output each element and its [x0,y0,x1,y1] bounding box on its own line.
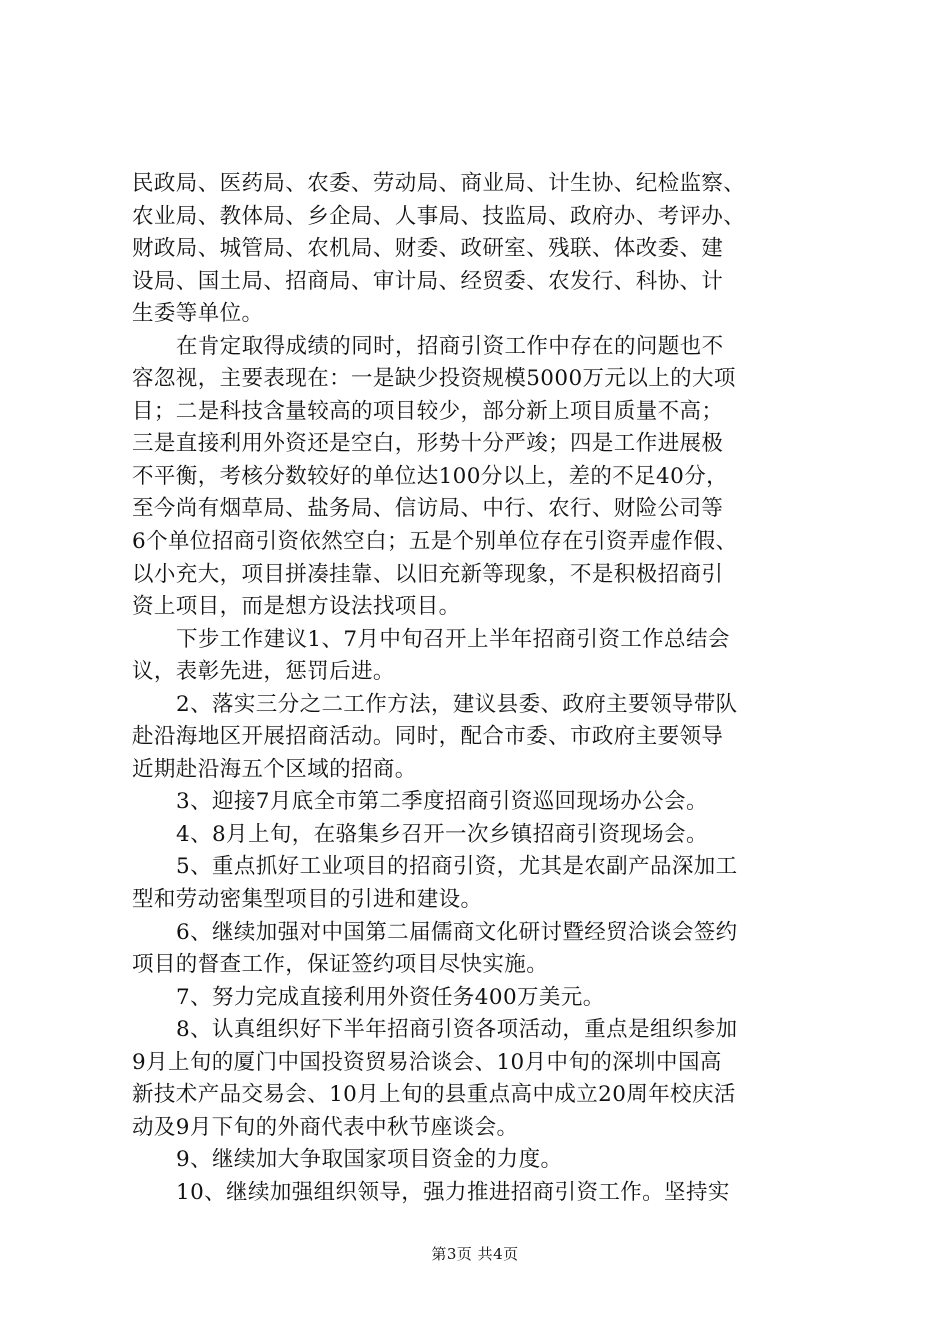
text-line: 6、继续加强对中国第二届儒商文化研讨暨经贸洽谈会签约 [176,919,738,945]
text-line: 下步工作建议1、7月中旬召开上半年招商引资工作总结会 [176,626,730,652]
text-line: 10、继续加强组织领导，强力推进招商引资工作。坚持实 [176,1179,730,1205]
text-line: 赴沿海地区开展招商活动。同时，配合市委、市政府主要领导 [132,724,724,750]
text-line: 以小充大，项目拼凑挂靠、以旧充新等现象，不是积极招商引 [132,561,724,587]
text-line: 目；二是科技含量较高的项目较少，部分新上项目质量不高； [132,398,724,424]
text-line: 5、重点抓好工业项目的招商引资，尤其是农副产品深加工 [176,854,738,880]
text-line: 型和劳动密集型项目的引进和建设。 [132,887,483,913]
text-line: 项目的督查工作，保证签约项目尽快实施。 [132,952,549,978]
text-line: 至今尚有烟草局、盐务局、信访局、中行、农行、财险公司等 [132,496,724,522]
text-line: 7、努力完成直接利用外资任务400万美元。 [176,984,605,1010]
text-line: 2、落实三分之二工作方法，建议县委、政府主要领导带队 [176,691,738,717]
text-line: 新技术产品交易会、10月上旬的县重点高中成立20周年校庆活 [132,1082,736,1108]
text-line: 容忽视，主要表现在：一是缺少投资规模5000万元以上的大项 [132,366,736,392]
text-line: 9月上旬的厦门中国投资贸易洽谈会、10月中旬的深圳中国高 [132,1049,722,1075]
text-line: 设局、国土局、招商局、审计局、经贸委、农发行、科协、计 [132,268,724,294]
text-line: 动及9月下旬的外商代表中秋节座谈会。 [132,1114,519,1140]
page-footer: 第3页 共4页 [431,1245,519,1263]
text-line: 6个单位招商引资依然空白；五是个别单位存在引资弄虚作假、 [132,529,738,555]
text-line: 生委等单位。 [132,301,264,327]
text-line: 近期赴沿海五个区域的招商。 [132,756,417,782]
document-body [132,168,832,1210]
text-line: 4、8月上旬，在骆集乡召开一次乡镇招商引资现场会。 [176,821,708,847]
text-line: 三是直接利用外资还是空白，形势十分严竣；四是工作进展极 [132,431,724,457]
text-line: 3、迎接7月底全市第二季度招商引资巡回现场办公会。 [176,789,708,815]
text-line: 8、认真组织好下半年招商引资各项活动，重点是组织参加 [176,1017,738,1043]
text-line: 农业局、教体局、乡企局、人事局、技监局、政府办、考评办、 [132,203,746,229]
text-line: 资上项目，而是想方设法找项目。 [132,594,461,620]
text-line: 议，表彰先进，惩罚后进。 [132,659,395,685]
text-line: 不平衡，考核分数较好的单位达100分以上，差的不足40分， [132,463,728,489]
text-line: 在肯定取得成绩的同时，招商引资工作中存在的问题也不 [176,333,724,359]
text-line: 9、继续加大争取国家项目资金的力度。 [176,1147,563,1173]
text-line: 财政局、城管局、农机局、财委、政研室、残联、体改委、建 [132,236,724,262]
text-line: 民政局、医药局、农委、劳动局、商业局、计生协、纪检监察、 [132,171,746,196]
